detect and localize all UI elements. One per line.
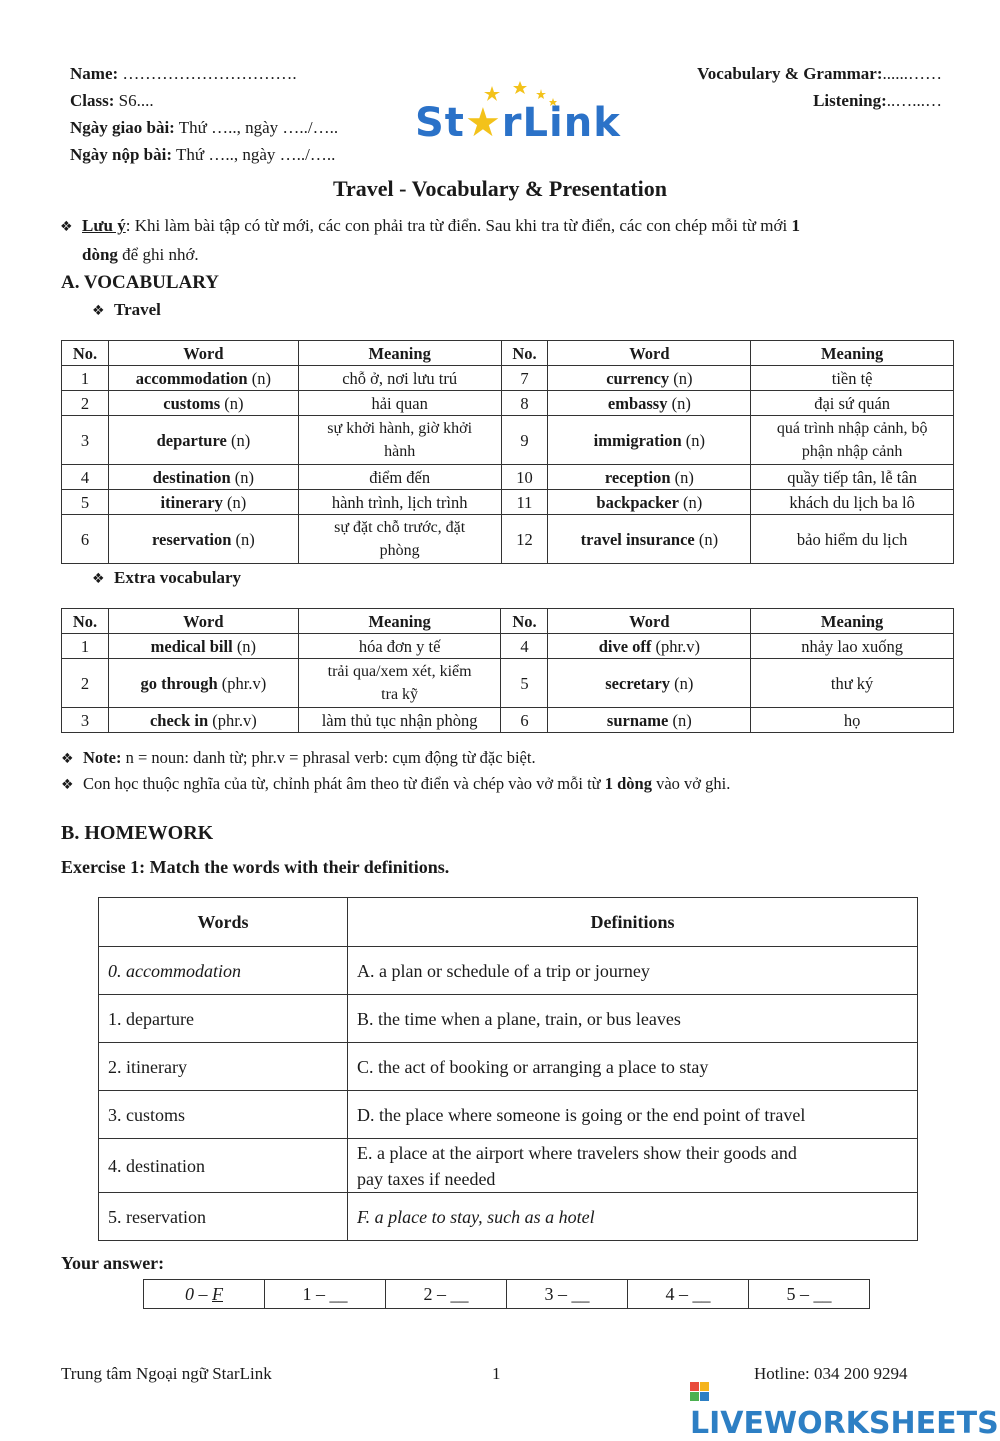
table-row: 5 itinerary (n) hành trình, lịch trình 11 backpacker (n) khách du lịch ba lô [62,490,954,515]
diamond-bullet-icon: ❖ [61,777,74,793]
study-instruction: ❖ Con học thuộc nghĩa của từ, chỉnh phát âm theo từ điển và chép vào vở mỗi từ 1 dòng vào vở ghi. [61,770,730,799]
answer-example: 0 – F [144,1280,265,1309]
table-header-row: No. Word Meaning No. Word Meaning [62,341,954,366]
table-row: 3 check in (phr.v) làm thủ tục nhận phòng 6 surname (n) họ [62,708,954,733]
answer-field-4[interactable]: 4 – __ [628,1280,749,1309]
top-note: ❖ Lưu ý: Khi làm bài tập có từ mới, các con phải tra từ điển. Sau khi tra từ điển, các con chép mỗi từ mới 1 dòng để ghi nhớ. [60,216,800,264]
table-row: 1 accommodation (n) chỗ ở, nơi lưu trú 7 currency (n) tiền tệ [62,366,954,391]
name-line: Name: …………………………. [70,64,297,83]
table-row: 6 reservation (n) sự đặt chỗ trước, đặt phòng 12 travel insurance (n) bảo hiểm du lịch [62,515,954,564]
vocab-grammar-score: Vocabulary & Grammar:......…… [697,64,942,83]
logo-wordmark: St★rLink [415,100,621,146]
diamond-bullet-icon: ❖ [60,219,73,235]
table-row: 2. itinerary C. the act of booking or arranging a place to stay [99,1043,918,1091]
table-row: 1. departure B. the time when a plane, train, or bus leaves [99,995,918,1043]
table-header-row: No. Word Meaning No. Word Meaning [62,609,954,634]
footer-center-name: Trung tâm Ngoại ngữ StarLink [61,1364,272,1383]
table-row: 2 go through (phr.v) trải qua/xem xét, kiểm tra kỹ 5 secretary (n) thư ký [62,659,954,708]
liveworksheets-watermark: LIVEWORKSHEETS [690,1370,1000,1441]
class-line: Class: S6.... [70,91,154,110]
listening-score: Listening:..…...… [813,91,942,110]
answer-field-1[interactable]: 1 – __ [265,1280,386,1309]
student-info [70,60,338,168]
diamond-bullet-icon: ❖ [92,571,105,587]
answer-field-5[interactable]: 5 – __ [749,1280,870,1309]
page-title: Travel - Vocabulary & Presentation [332,176,668,201]
assigned-date-line: Ngày giao bài: Thứ ….., ngày …../….. [70,118,339,137]
answer-table [143,1279,870,1309]
table-row: 4. destination E. a place at the airport where travelers show their goods and pay taxes if needed [99,1139,918,1193]
extra-vocab-table [61,608,954,733]
page-number: 1 [492,1364,501,1383]
travel-vocab-table [61,340,954,564]
table-row: 3 departure (n) sự khởi hành, giờ khởi hành 9 immigration (n) quá trình nhập cảnh, bộ phận nhập cảnh [62,416,954,465]
section-a-heading: A. VOCABULARY [61,272,220,293]
your-answer-label: Your answer: [61,1253,165,1273]
table-row: 1 medical bill (n) hóa đơn y tế 4 dive off (phr.v) nhảy lao xuống [62,634,954,659]
table-row: 5. reservation F. a place to stay, such as a hotel [99,1193,918,1241]
table-row: 4 destination (n) điểm đến 10 reception (n) quầy tiếp tân, lễ tân [62,465,954,490]
table-header-row: Words Definitions [99,898,918,947]
matching-table [98,897,918,1241]
grammar-note: ❖ Note: n = noun: danh từ; phr.v = phrasal verb: cụm động từ đặc biệt. [61,744,536,773]
answer-field-3[interactable]: 3 – __ [507,1280,628,1309]
exercise-1-title: Exercise 1: Match the words with their definitions. [61,857,450,877]
starlink-logo [415,80,625,148]
table-row: 2 customs (n) hải quan 8 embassy (n) đại sứ quán [62,391,954,416]
diamond-bullet-icon: ❖ [61,751,74,767]
table-row: 3. customs D. the place where someone is going or the end point of travel [99,1091,918,1139]
section-b-heading: B. HOMEWORK [61,822,214,844]
answer-row [144,1280,870,1309]
due-date-line: Ngày nộp bài: Thứ ….., ngày …../….. [70,145,336,164]
answer-field-2[interactable]: 2 – __ [386,1280,507,1309]
hotline: Hotline: 034 200 9294 [754,1364,908,1383]
diamond-bullet-icon: ❖ [92,303,105,319]
logo-star-icon: ★ [464,100,502,146]
liveworksheets-logo-icon [690,1377,710,1401]
subsection-travel: ❖ Travel [92,300,161,319]
subsection-extra: ❖ Extra vocabulary [92,568,242,587]
table-row: 0. accommodation A. a plan or schedule of a trip or journey [99,947,918,995]
score-box [697,60,942,114]
